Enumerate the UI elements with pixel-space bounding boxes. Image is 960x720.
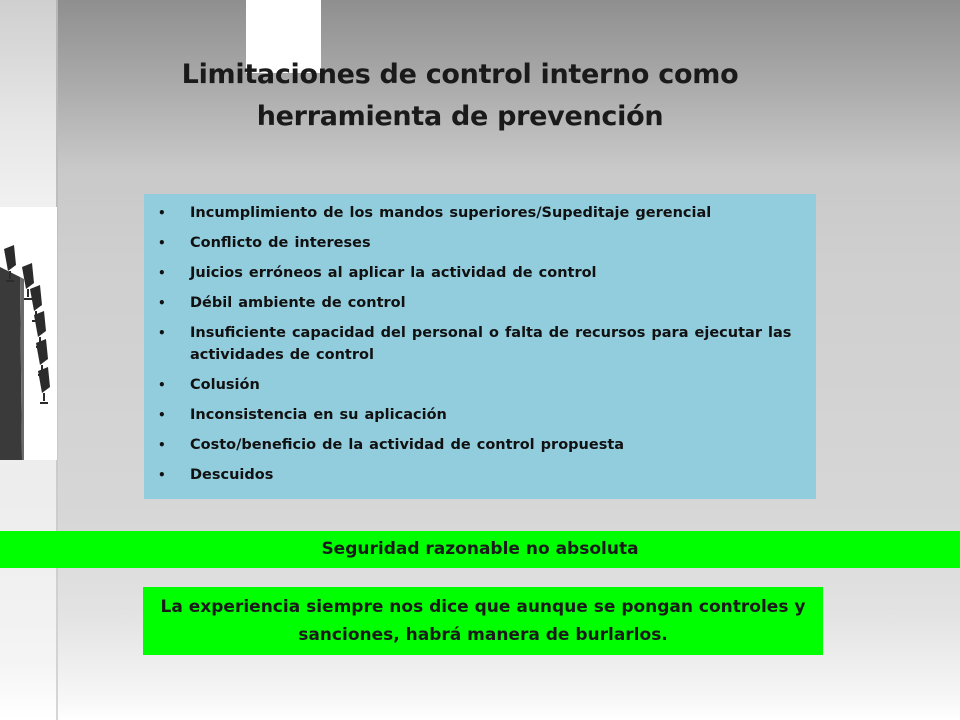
reasonable-security-banner: Seguridad razonable no absoluta	[0, 531, 960, 568]
bullet-icon: •	[158, 236, 166, 250]
meeting-chairs-photo	[0, 207, 57, 460]
list-item: • Costo/beneficio de la actividad de control propuesta	[158, 434, 796, 456]
bullet-icon: •	[158, 206, 166, 220]
list-item: • Incumplimiento de los mandos superiores/Supeditaje gerencial	[158, 202, 796, 224]
list-item: • Insuficiente capacidad del personal o falta de recursos para ejecutar las actividades de control	[158, 322, 796, 366]
bullet-icon: •	[158, 378, 166, 392]
list-item: • Conflicto de intereses	[158, 232, 796, 254]
limitations-list	[158, 202, 796, 486]
bullet-icon: •	[158, 438, 166, 452]
bullet-icon: •	[158, 296, 166, 310]
slide-title: Limitaciones de control interno como herramienta de prevención	[181, 59, 739, 133]
list-item: • Inconsistencia en su aplicación	[158, 404, 796, 426]
bullet-icon: •	[158, 408, 166, 422]
experience-note: La experiencia siempre nos dice que aunque se pongan controles y sanciones, habrá manera de burlarlos.	[143, 587, 823, 655]
list-item: • Colusión	[158, 374, 796, 396]
bullet-icon: •	[158, 326, 166, 340]
bullet-icon: •	[158, 266, 166, 280]
list-item: • Juicios erróneos al aplicar la actividad de control	[158, 262, 796, 284]
list-item: • Descuidos	[158, 464, 796, 486]
list-item: • Débil ambiente de control	[158, 292, 796, 314]
bullet-icon: •	[158, 468, 166, 482]
limitations-list-box	[144, 194, 816, 499]
